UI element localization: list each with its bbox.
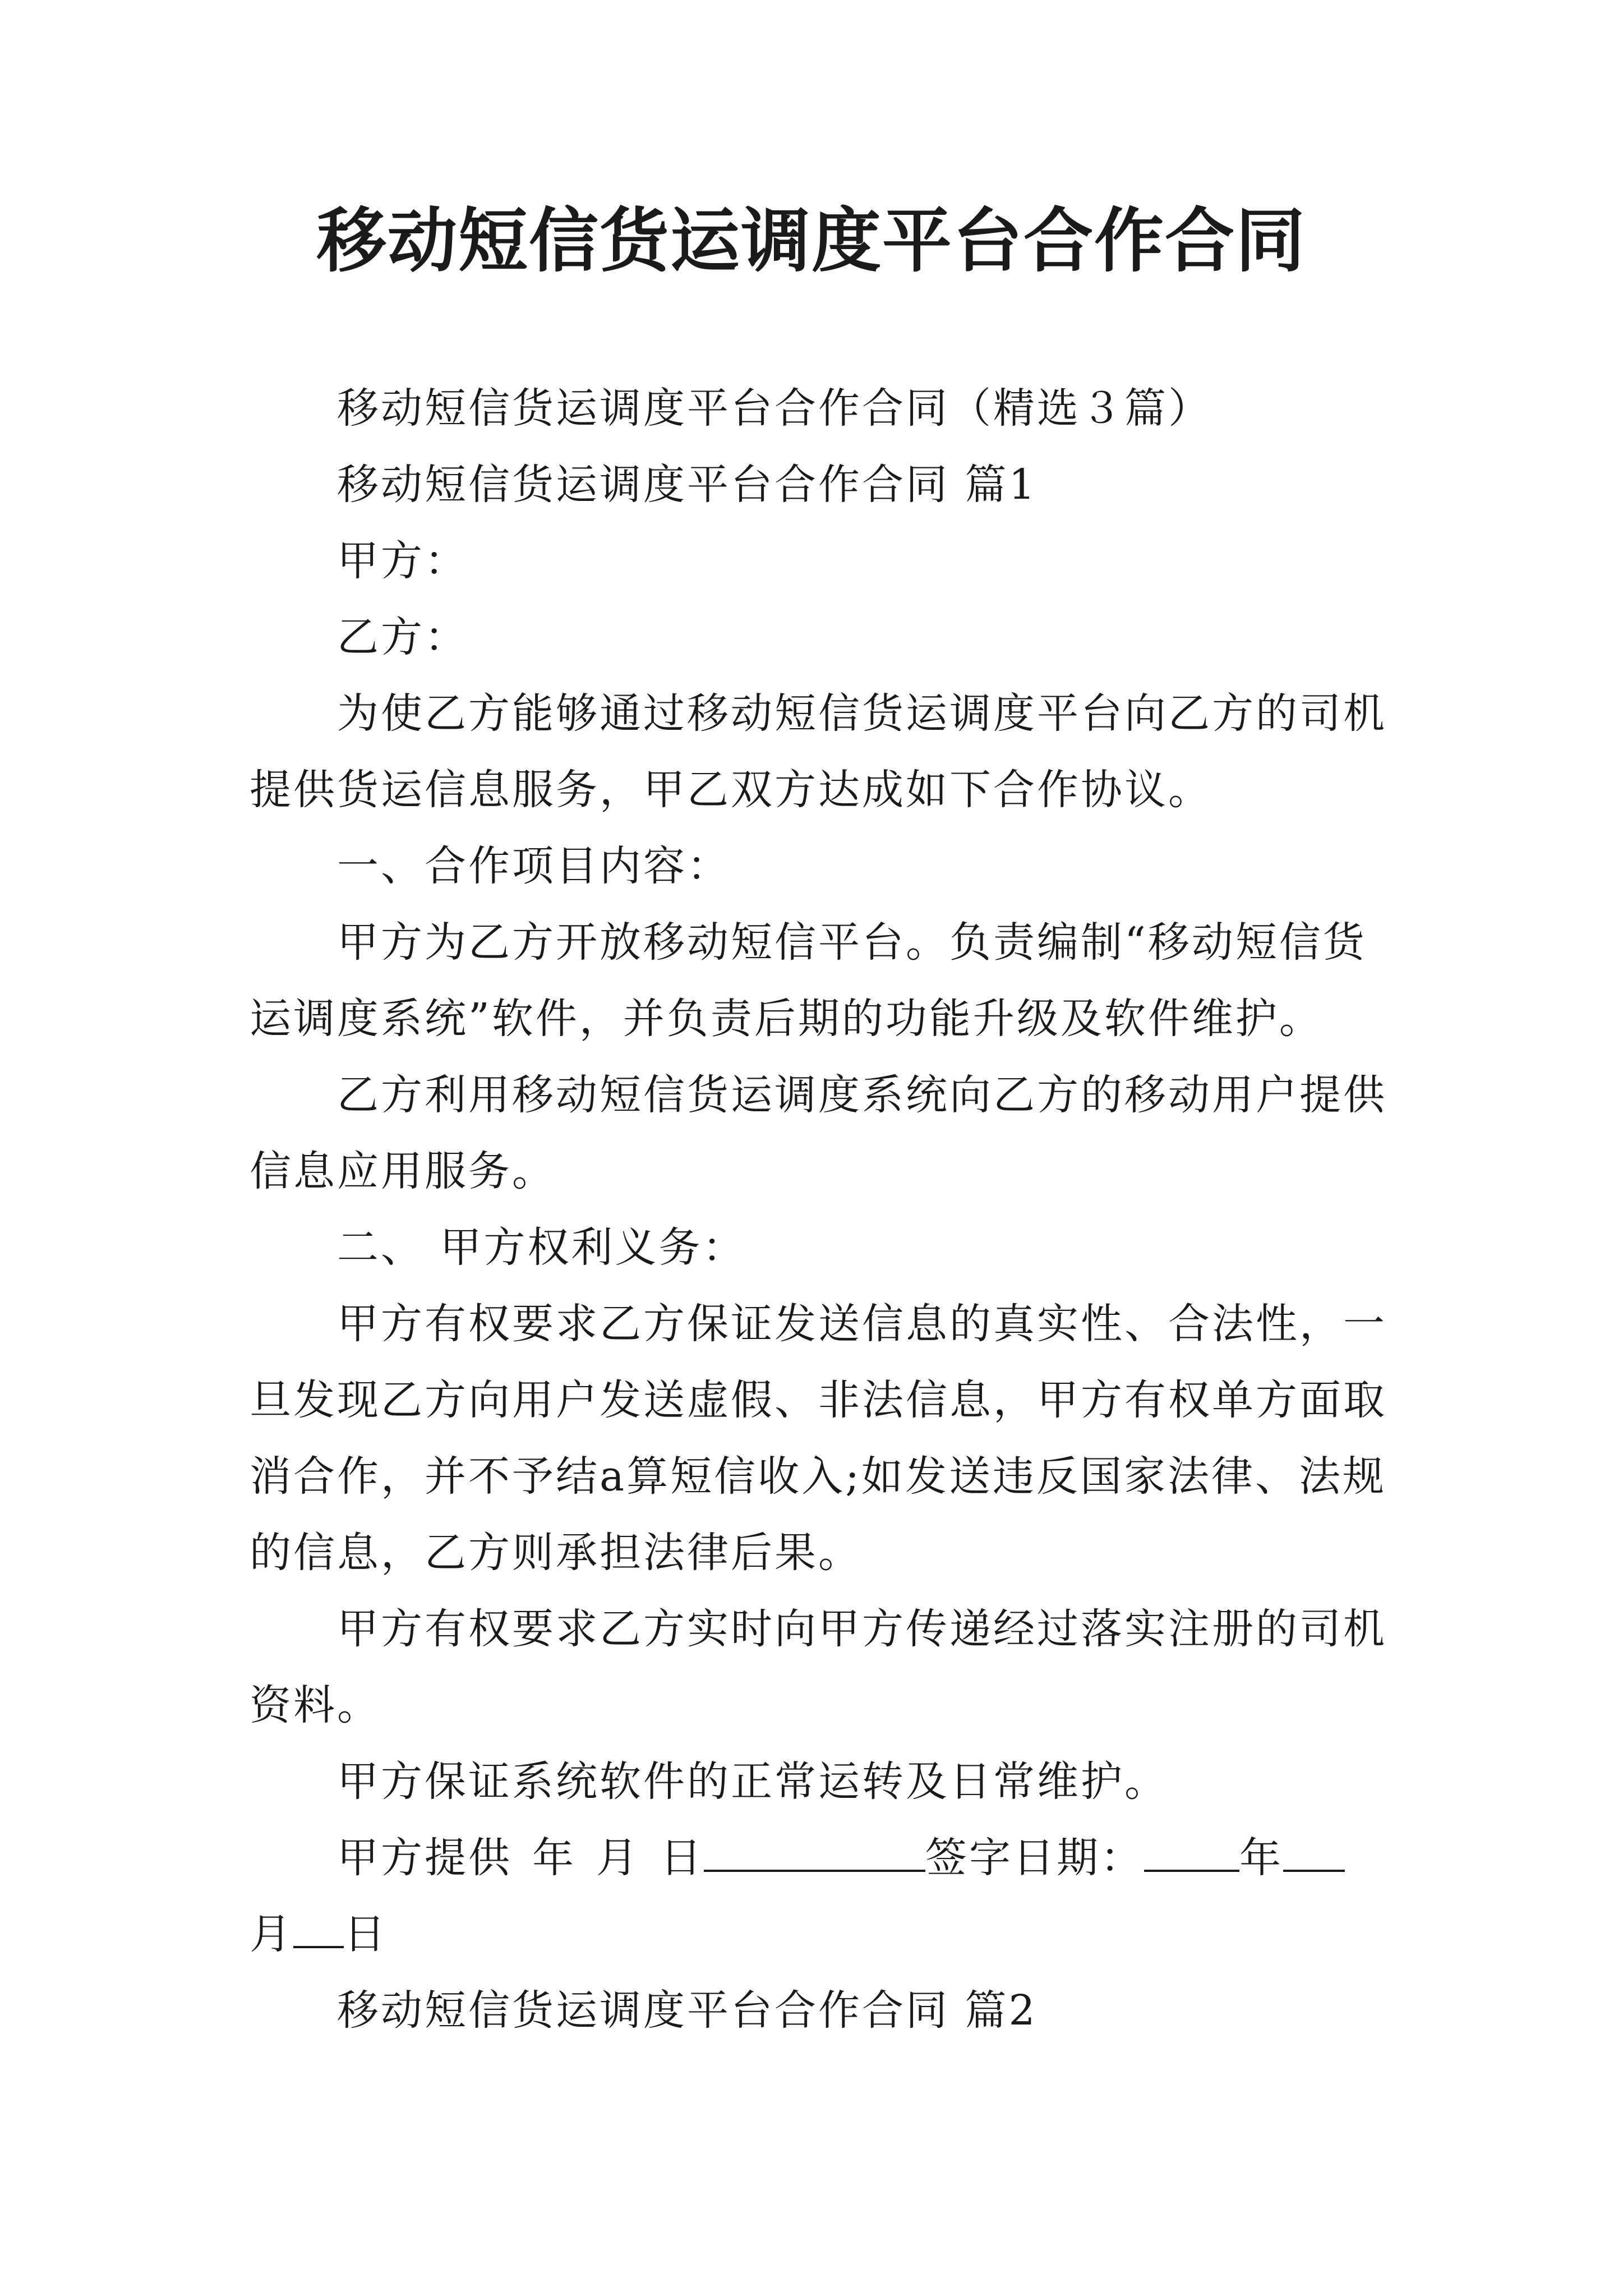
sign-date-label: 签字日期： xyxy=(925,1834,1144,1882)
clause-paragraph: 乙方利用移动短信货运调度系统向乙方的移动用户提供信息应用服务。 xyxy=(250,1071,1387,1195)
year-blank xyxy=(1144,1836,1239,1872)
party-a-line: 甲方： xyxy=(337,537,468,585)
year-label-2: 年 xyxy=(1239,1834,1283,1882)
party-b-line: 乙方： xyxy=(337,613,468,661)
clause-paragraph: 甲方为乙方开放移动短信平台。负责编制“移动短信货运调度系统”软件，并负责后期的功能升级及软件维护。 xyxy=(250,918,1367,1043)
day-label-2: 日 xyxy=(344,1910,388,1958)
year-label: 年 xyxy=(532,1834,576,1882)
clause-heading-2: 二、 甲方权利义务： xyxy=(337,1223,746,1272)
clause-paragraph: 甲方有权要求乙方保证发送信息的真实性、合法性，一旦发现乙方向用户发送虚假、非法信息，甲方有权单方面取消合作，并不予结a算短信收入;如发送违反国家法律、法规的信息，乙方则承担法律后果。 xyxy=(250,1300,1387,1577)
clause-heading-1: 一、合作项目内容： xyxy=(337,842,731,890)
section-heading-2: 移动短信货运调度平台合作合同 篇2 xyxy=(337,1986,1038,2035)
month-label-2: 月 xyxy=(250,1910,293,1958)
section-heading-1: 移动短信货运调度平台合作合同 篇1 xyxy=(337,461,1038,509)
preamble-paragraph: 为使乙方能够通过移动短信货运调度平台向乙方的司机提供货运信息服务，甲乙双方达成如下合作协议。 xyxy=(250,689,1387,814)
day-label: 日 xyxy=(660,1834,704,1882)
clause-paragraph: 甲方有权要求乙方实时向甲方传递经过落实注册的司机资料。 xyxy=(250,1605,1387,1729)
month-blank xyxy=(1283,1836,1345,1872)
day-blank xyxy=(293,1912,344,1948)
subtitle: 移动短信货运调度平台合作合同（精选３篇） xyxy=(337,384,1212,432)
provider-label: 甲方提供 xyxy=(337,1834,512,1882)
month-label: 月 xyxy=(596,1834,640,1882)
clause-paragraph: 甲方保证系统软件的正常运转及日常维护。 xyxy=(337,1757,1168,1806)
document-body xyxy=(250,370,1388,2049)
signature-line xyxy=(250,1820,1388,1972)
signature-blank xyxy=(704,1836,925,1872)
document-title: 移动短信货运调度平台合作合同 xyxy=(316,200,1306,282)
